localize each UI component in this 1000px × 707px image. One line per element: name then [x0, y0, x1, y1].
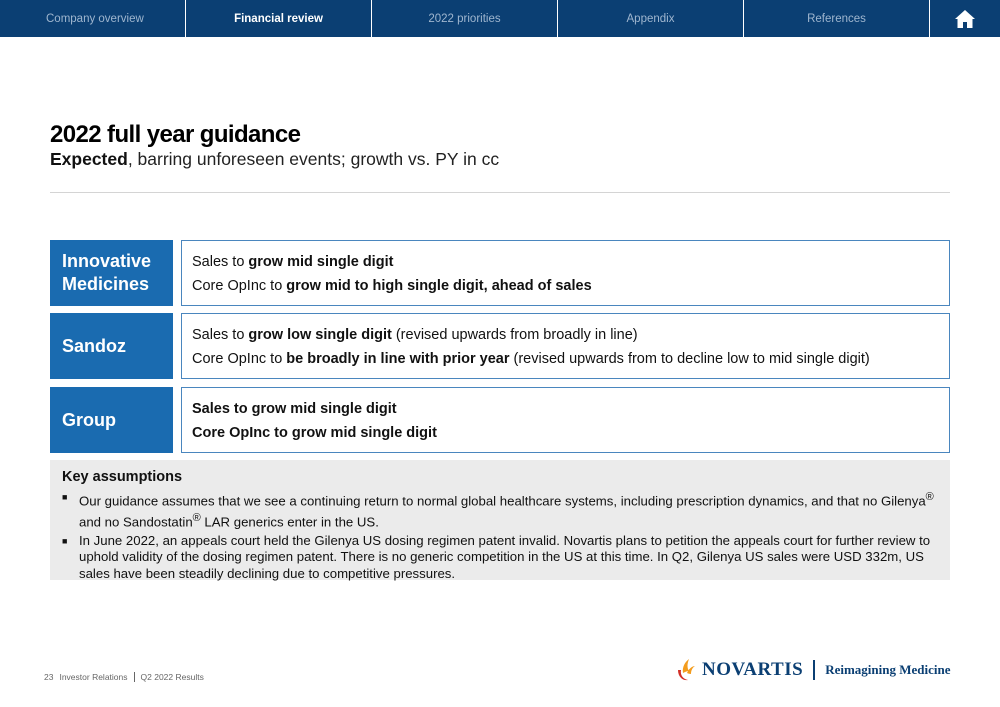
tab-appendix[interactable]: Appendix — [558, 0, 744, 37]
brand-name: NOVARTIS — [702, 659, 804, 680]
row-body — [181, 240, 950, 306]
line-text-bold: grow low single digit — [248, 327, 392, 343]
registered-mark: ® — [192, 511, 201, 524]
guidance-line — [192, 349, 939, 373]
home-button[interactable] — [930, 0, 1000, 37]
bullet-text-part: and no Sandostatin — [79, 514, 193, 530]
title-divider — [50, 192, 950, 193]
brand-tagline: Reimagining Medicine — [825, 662, 951, 677]
flame-logo-icon — [674, 658, 698, 682]
bullet-text — [79, 489, 938, 531]
label-line: Medicines — [62, 274, 150, 294]
guidance-line — [192, 423, 939, 447]
registered-mark: ® — [925, 491, 934, 503]
bullet-text: In June 2022, an appeals court held the Gilenya US dosing regimen patent invalid. Novartis plans to petition the appeals court for further review to uphold validity of the dosing regimen patent. There is no generic competition in the US at this time. In Q2, Gilenya US sales were USD 332m, US sales have been steadily declining due to competitive pressures. — [79, 532, 931, 581]
line-text-bold: grow mid to high single digit, ahead of sales — [286, 278, 592, 294]
page-title: 2022 full year guidance — [50, 121, 301, 148]
footer-section: Investor Relations — [59, 672, 128, 682]
page-subtitle — [50, 149, 499, 170]
home-icon — [954, 9, 976, 29]
square-bullet-icon: ■ — [62, 535, 68, 546]
bullet-text-part: LAR generics enter in the US. — [200, 514, 379, 530]
guidance-line — [192, 325, 939, 349]
footer-deck: Q2 2022 Results — [140, 672, 204, 682]
key-assumptions-box — [50, 460, 950, 580]
line-text-bold: Core OpInc to grow mid single digit — [192, 425, 437, 441]
label-line: Sandoz — [62, 335, 127, 356]
line-text-bold: be broadly in line with prior year — [286, 351, 510, 367]
tab-financial-review[interactable]: Financial review — [186, 0, 372, 37]
square-bullet-icon: ■ — [62, 492, 68, 502]
footer-separator — [134, 672, 135, 682]
row-label — [50, 240, 173, 306]
label-line: Innovative — [62, 251, 152, 271]
line-text: Core OpInc to — [192, 278, 287, 294]
line-text-bold: grow mid single digit — [248, 254, 394, 270]
tab-2022-priorities[interactable]: 2022 priorities — [372, 0, 558, 37]
line-text: (revised upwards from broadly in line) — [391, 327, 638, 343]
top-navigation — [0, 0, 1000, 37]
guidance-row-sandoz — [50, 313, 950, 379]
line-text: Core OpInc to — [192, 351, 287, 367]
line-text: Sales to — [192, 254, 249, 270]
tab-company-overview[interactable]: Company overview — [0, 0, 186, 37]
footer-info — [44, 672, 204, 682]
subtitle-emphasis: Expected — [50, 149, 128, 169]
brand-divider — [813, 660, 815, 680]
bullet-text-part: Our guidance assumes that we see a continuing return to normal global healthcare systems, including prescription dynamics, and that no Gilenya — [79, 493, 926, 509]
line-text: (revised upwards from to decline low to mid single digit) — [509, 351, 870, 367]
guidance-row-group — [50, 387, 950, 453]
line-text: Sales to — [192, 327, 249, 343]
row-body — [181, 313, 950, 379]
novartis-logo — [674, 658, 950, 682]
guidance-line — [192, 252, 939, 276]
label-line: Group — [62, 409, 116, 430]
guidance-row-innovative-medicines — [50, 240, 950, 306]
subtitle-rest: , barring unforeseen events; growth vs. PY in cc — [127, 149, 500, 169]
guidance-line — [192, 399, 939, 423]
guidance-line — [192, 276, 939, 300]
line-text-bold: Sales to grow mid single digit — [192, 401, 397, 417]
row-label — [50, 387, 173, 453]
page-number: 23 — [44, 672, 54, 682]
assumption-bullet — [62, 533, 938, 583]
row-body — [181, 387, 950, 453]
assumption-bullet — [62, 489, 938, 531]
key-assumptions-heading: Key assumptions — [62, 469, 183, 485]
row-label — [50, 313, 173, 379]
tab-references[interactable]: References — [744, 0, 930, 37]
